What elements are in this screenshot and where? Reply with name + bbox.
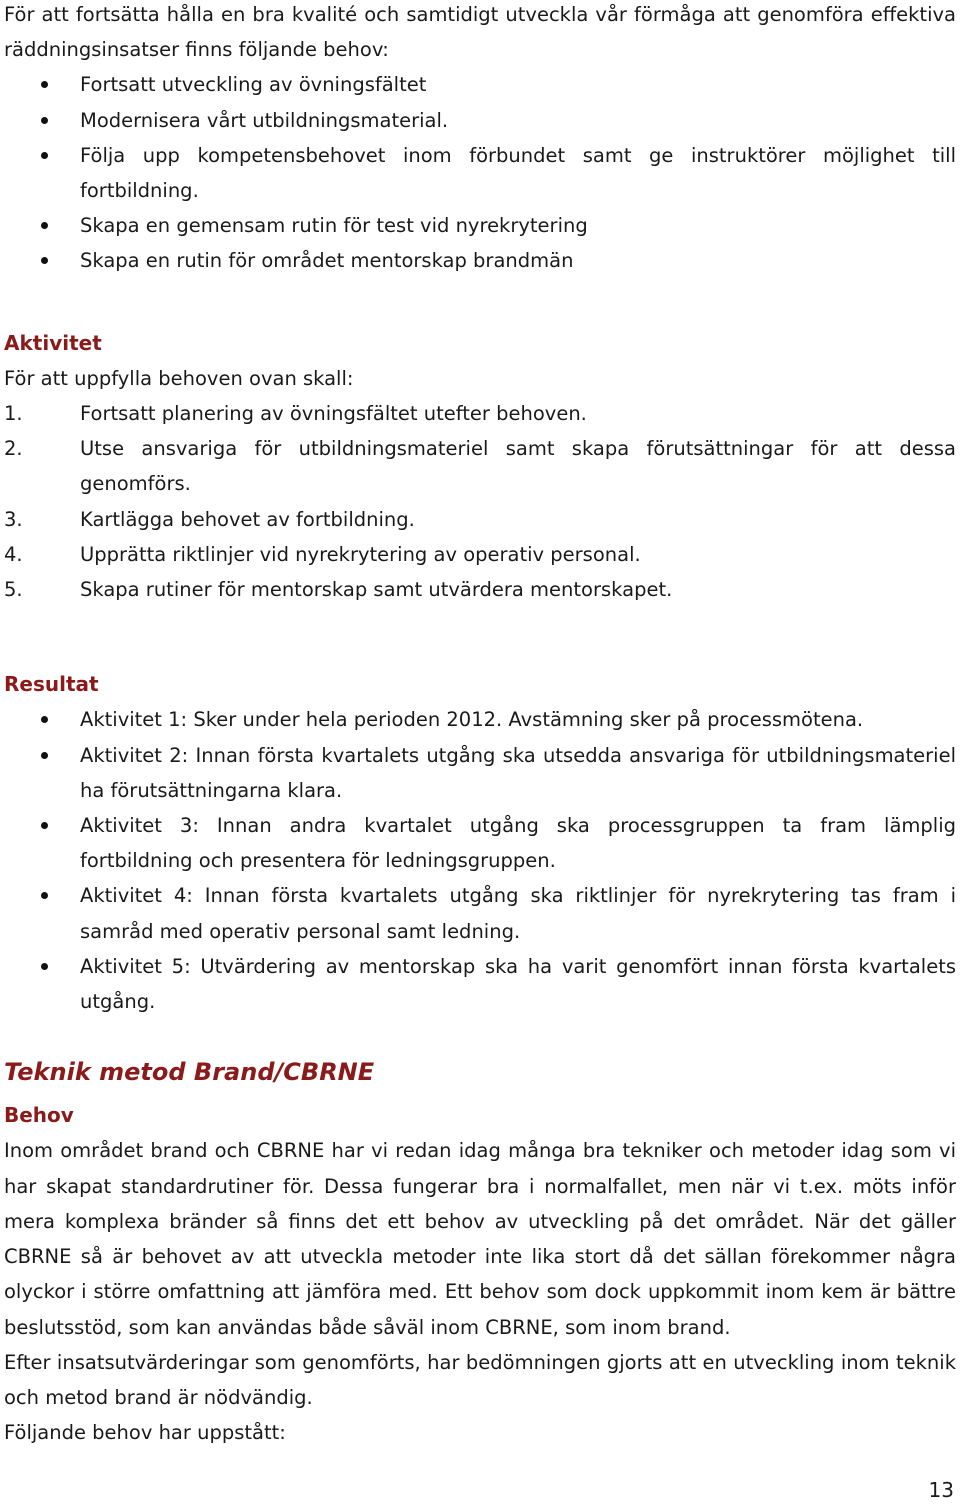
item-number: 5.	[4, 578, 23, 602]
list-item: Skapa en rutin för området mentorskap brandmän	[4, 243, 956, 278]
body-paragraph: Efter insatsutvärderingar som genomförts, har bedömningen gjorts att en utveckling inom teknik och metod brand är nödvändig.	[4, 1350, 956, 1409]
item-number: 1.	[4, 402, 23, 426]
list-item: Aktivitet 2: Innan första kvartalets utgång ska utsedda ansvariga för utbildningsmateriel ha förutsättningarna klara.	[4, 738, 956, 808]
list-item	[4, 537, 956, 572]
resultat-heading: Resultat	[4, 672, 99, 697]
item-text: Fortsatt planering av övningsfältet utefter behoven.	[80, 402, 587, 426]
intro-paragraph: För att fortsätta hålla en bra kvalité och samtidigt utveckla vår förmåga att genomföra effektiva räddningsinsatser finns följande behov:	[4, 3, 956, 62]
item-number: 4.	[4, 542, 23, 566]
aktivitet-list	[4, 396, 956, 607]
list-item: Modernisera vårt utbildningsmaterial.	[4, 103, 956, 138]
list-item	[4, 431, 956, 501]
aktivitet-heading: Aktivitet	[4, 330, 102, 355]
body-paragraph: Inom området brand och CBRNE har vi redan idag många bra tekniker och metoder idag som vi har skapat standardrutiner för. Dessa fungerar bra i normalfallet, men när vi t.ex. möts inför mera komplexa bränder så finns det ett behov av utveckling på det området. När det gäller CBRNE så är behovet av att utveckla metoder inte lika stort då det sällan förekommer några olyckor i större omfattning att jämföra med. Ett behov som dock uppkommit inom kem är bättre beslutsstöd, som kan användas både såväl inom CBRNE, som inom brand.	[4, 1139, 956, 1339]
body-paragraph: Följande behov har uppstått:	[4, 1421, 286, 1445]
list-item: Aktivitet 4: Innan första kvartalets utgång ska riktlinjer för nyrekrytering tas fram i samråd med operativ personal samt ledning.	[4, 878, 956, 948]
list-item: Aktivitet 5: Utvärdering av mentorskap ska ha varit genomfört innan första kvartalets utgång.	[4, 949, 956, 1019]
item-number: 3.	[4, 507, 23, 531]
item-text: Utse ansvariga för utbildningsmateriel samt skapa förutsättningar för att dessa genomförs.	[80, 437, 956, 496]
list-item	[4, 502, 956, 537]
list-item: Följa upp kompetensbehovet inom förbundet samt ge instruktörer möjlighet till fortbildning.	[4, 138, 956, 208]
list-item: Aktivitet 1: Sker under hela perioden 2012. Avstämning sker på processmötena.	[4, 702, 956, 737]
list-item: Aktivitet 3: Innan andra kvartalet utgång ska processgruppen ta fram lämplig fortbildning och presentera för ledningsgruppen.	[4, 808, 956, 878]
needs-list	[4, 67, 956, 278]
resultat-list	[4, 702, 956, 1019]
item-number: 2.	[4, 437, 23, 461]
item-text: Kartlägga behovet av fortbildning.	[80, 507, 415, 531]
page-number: 13	[928, 1478, 954, 1502]
aktivitet-lead: För att uppfylla behoven ovan skall:	[4, 366, 354, 390]
list-item: Fortsatt utveckling av övningsfältet	[4, 67, 956, 102]
behov-heading: Behov	[4, 1103, 74, 1128]
list-item	[4, 396, 956, 431]
list-item	[4, 572, 956, 607]
list-item: Skapa en gemensam rutin för test vid nyrekrytering	[4, 208, 956, 243]
item-text: Skapa rutiner för mentorskap samt utvärdera mentorskapet.	[80, 578, 673, 602]
section-title: Teknik metod Brand/CBRNE	[4, 1058, 375, 1087]
document-page	[4, 0, 956, 1450]
item-text: Upprätta riktlinjer vid nyrekrytering av operativ personal.	[80, 542, 641, 566]
